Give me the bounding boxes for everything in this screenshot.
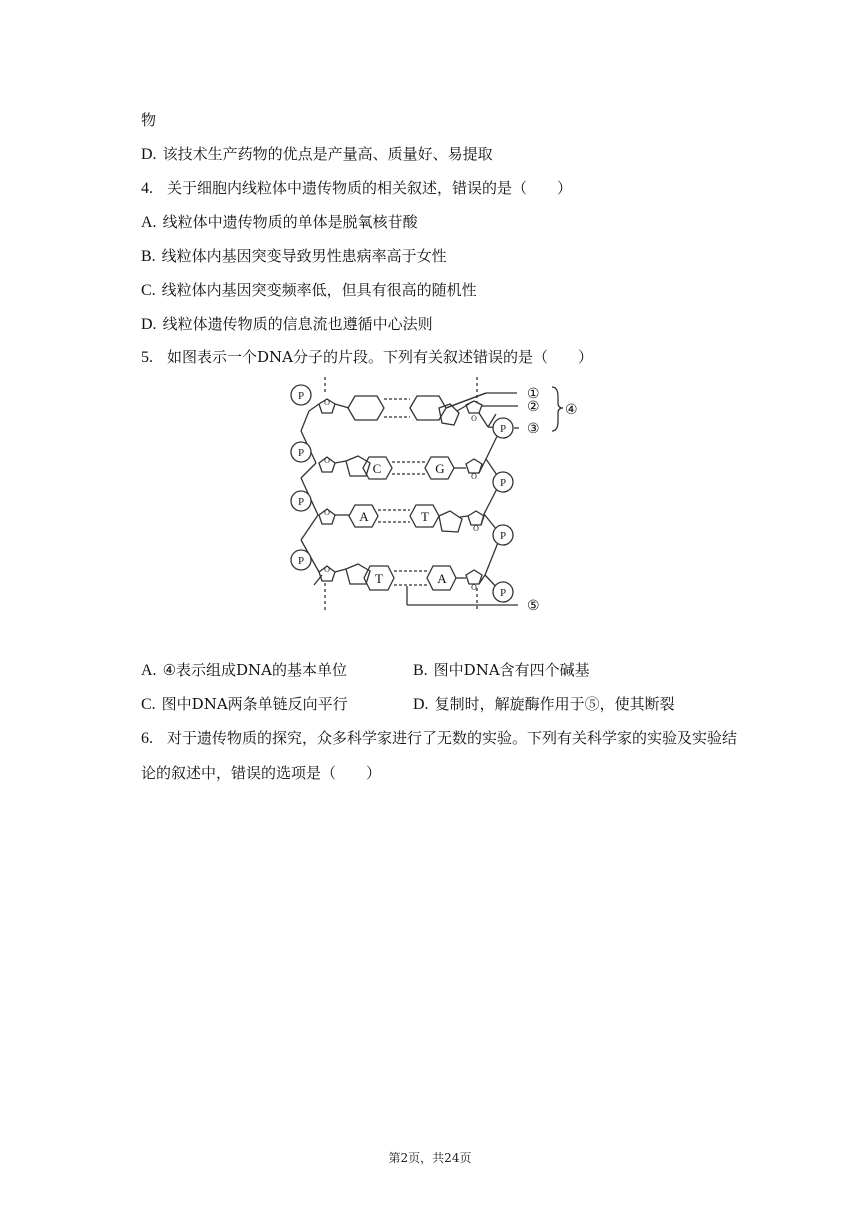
label-5: ⑤ — [527, 599, 540, 614]
phosphate-label: P — [297, 390, 305, 402]
question-5: 5. 如图表示一个DNA分子的片段。下列有关叙述错误的是（ ） — [141, 348, 593, 366]
page-footer: 第2页，共24页 — [388, 1151, 472, 1165]
base-a: A — [359, 509, 369, 524]
phosphate-label: P — [297, 555, 305, 567]
oxygen-label: O — [324, 456, 330, 465]
phosphate-label: P — [297, 496, 305, 508]
q4-option-a: A. 线粒体中遗传物质的单体是脱氧核苷酸 — [141, 213, 418, 231]
question-6-cont: 论的叙述中，错误的选项是（ ） — [141, 764, 382, 782]
q5-option-d: D. 复制时，解旋酶作用于⑤，使其断裂 — [413, 695, 675, 713]
phosphate-label: P — [499, 587, 507, 599]
label-4: ④ — [565, 403, 578, 418]
text-line: 物 — [141, 111, 157, 129]
oxygen-label: O — [473, 524, 479, 533]
phosphate-label: P — [499, 423, 507, 435]
question-6: 6. 对于遗传物质的探究，众多科学家进行了无数的实验。下列有关科学家的实验及实验结 — [141, 729, 738, 747]
oxygen-label: O — [471, 472, 477, 481]
phosphate-label: P — [297, 447, 305, 459]
oxygen-label: O — [471, 414, 477, 423]
base-c: C — [372, 461, 382, 476]
phosphate-label: P — [499, 477, 507, 489]
q4-option-d: D. 线粒体遗传物质的信息流也遵循中心法则 — [141, 315, 433, 333]
oxygen-label: O — [324, 565, 330, 574]
label-2: ② — [527, 400, 540, 415]
base-a: A — [437, 571, 447, 586]
oxygen-label: O — [324, 398, 330, 407]
q5-option-b: B. 图中DNA含有四个碱基 — [413, 661, 590, 679]
base-t: T — [375, 571, 383, 586]
base-t: T — [421, 509, 429, 524]
q5-option-c: C. 图中DNA两条单链反向平行 — [141, 695, 348, 713]
q4-option-b: B. 线粒体内基因突变导致男性患病率高于女性 — [141, 247, 447, 265]
label-1: ① — [527, 387, 540, 402]
option-d-prev: D. 该技术生产药物的优点是产量高、质量好、易提取 — [141, 145, 493, 163]
base-g: G — [435, 461, 445, 476]
question-4: 4. 关于细胞内线粒体中遗传物质的相关叙述，错误的是（ ） — [141, 179, 573, 197]
oxygen-label: O — [471, 583, 477, 592]
oxygen-label: O — [324, 508, 330, 517]
label-3: ③ — [527, 422, 540, 437]
dna-diagram — [282, 375, 582, 621]
q4-option-c: C. 线粒体内基因突变频率低，但具有很高的随机性 — [141, 281, 477, 299]
q5-option-a: A. ④表示组成DNA的基本单位 — [141, 661, 347, 679]
phosphate-label: P — [499, 530, 507, 542]
